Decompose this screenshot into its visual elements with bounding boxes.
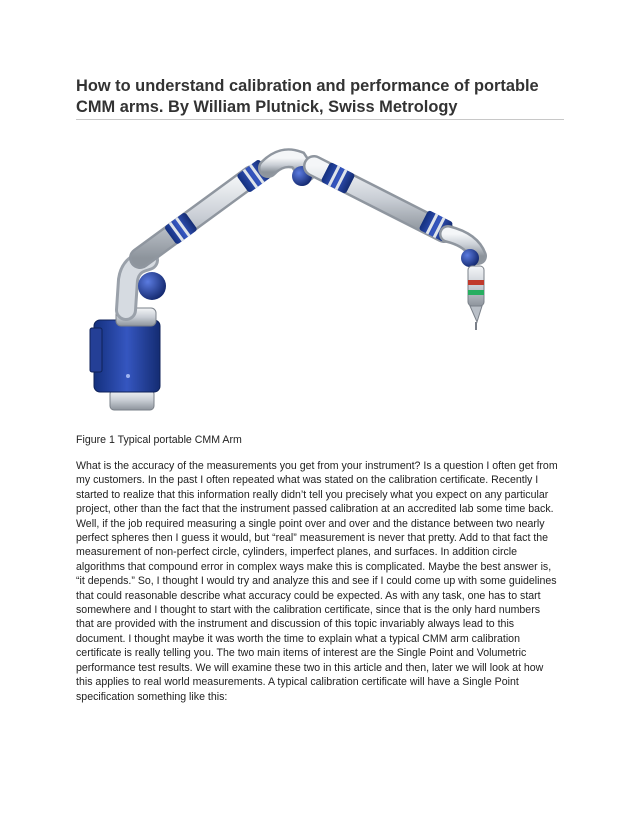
body-line: What is the accuracy of the measurements you get from your instrument? Is a question I often get from bbox=[76, 460, 558, 472]
body-line: document. I thought maybe it was worth the time to explain what a typical CMM arm calibration bbox=[76, 632, 520, 645]
body-line: Well, if the job required measuring a single point over and over and the distance between two nearly bbox=[76, 517, 545, 530]
title-underline bbox=[76, 119, 564, 120]
arm-lower-segment bbox=[126, 159, 272, 310]
body-line: measurement of non-perfect circle, cylinders, imperfect planes, and surfaces. In addition circle bbox=[76, 546, 518, 559]
body-line: this applies to real world measurements. A typical calibration certificate will have a Single Point bbox=[76, 676, 519, 689]
figure-caption: Figure 1 Typical portable CMM Arm bbox=[76, 434, 242, 446]
body-line: started to realize that this information really didn’t tell you precisely what you expect on any particular bbox=[76, 488, 549, 501]
body-line: project, other than the fact that the instrument passed calibration at an accredited lab some time back. bbox=[76, 503, 554, 516]
page-title: How to understand calibration and performance of portable CMM arms. By William Plutnick, Swiss Metrology bbox=[76, 77, 539, 116]
body-line: performance test results. We will examine these two in this article and then, later we will look at how bbox=[76, 661, 544, 674]
body-line: perfect spheres then I guess it would, but “real” measurement is never that pretty. Add to that fact the bbox=[76, 532, 549, 545]
body-line: “it depends.” So, I thought I would try and analyze this and see if I could come up with some guidelines bbox=[76, 575, 557, 588]
body-line: my customers. In the past I often repeated what was stated on the calibration certificate. Recently I bbox=[76, 474, 539, 487]
arm-upper-segment bbox=[314, 162, 453, 242]
arm-wrist-and-probe bbox=[448, 234, 484, 330]
body-line: algorithms that compound error in complex ways make this is complicated. Maybe the best answer is, bbox=[76, 560, 552, 573]
cmm-arm-figure bbox=[76, 140, 556, 430]
arm-base bbox=[90, 308, 160, 410]
body-paragraph bbox=[76, 459, 565, 704]
body-line: specification something like this: bbox=[76, 690, 228, 703]
body-line: certificate is really telling you. The two main items of interest are the Single Point and Volumetric bbox=[76, 647, 527, 660]
body-line: somewhere and I thought to start with the calibration certificate, since that is the only hard numbers bbox=[76, 604, 541, 617]
cmm-arm-illustration bbox=[76, 140, 556, 430]
body-line: that could reasonable describe what accuracy could be expected. As with any task, one has to start bbox=[76, 589, 541, 602]
body-line: that are provided with the instrument and discussion of this topic invariably always lead to this bbox=[76, 618, 515, 631]
